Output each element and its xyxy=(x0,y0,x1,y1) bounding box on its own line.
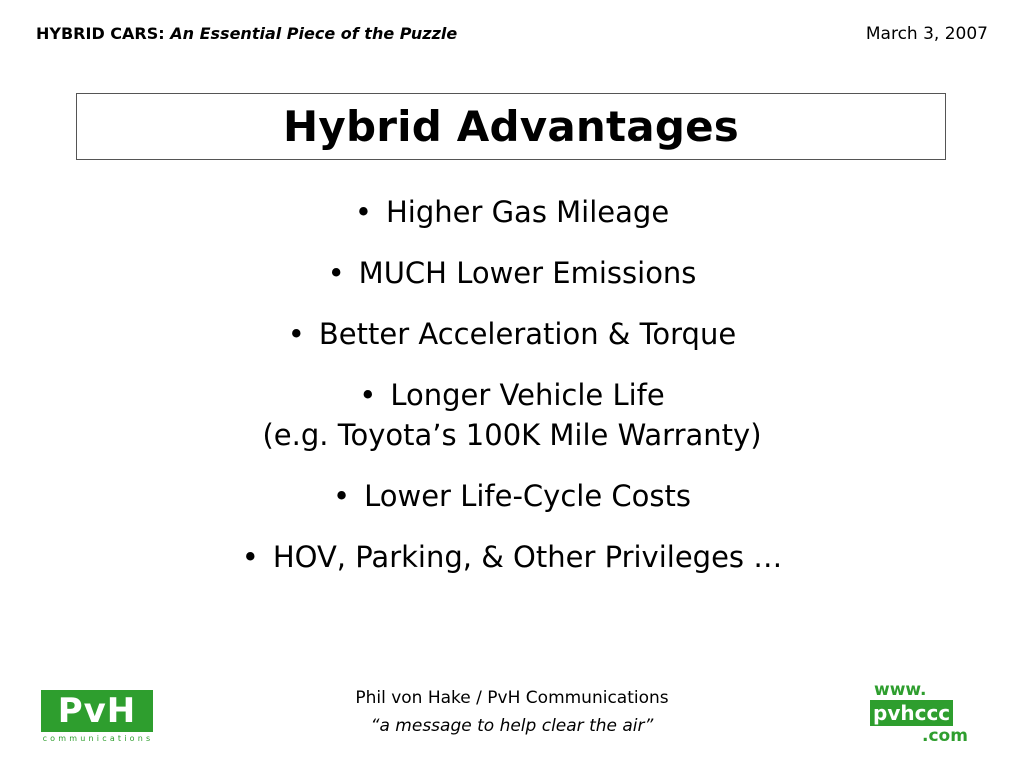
bullet-item xyxy=(0,192,1024,253)
bullet-text: Longer Vehicle Life xyxy=(390,378,665,412)
bullet-text: MUCH Lower Emissions xyxy=(358,256,697,290)
header-date: March 3, 2007 xyxy=(865,24,988,44)
bullet-icon: • xyxy=(333,479,351,513)
bullet-item xyxy=(0,314,1024,375)
bullet-text: Lower Life-Cycle Costs xyxy=(364,479,691,513)
bullet-icon: • xyxy=(241,540,259,574)
header-title xyxy=(36,24,457,43)
header-subtitle: An Essential Piece of the Puzzle xyxy=(170,24,458,43)
bullet-icon: • xyxy=(287,317,305,351)
pvh-logo-mark: PvH xyxy=(41,690,153,732)
bullet-text: Better Acceleration & Torque xyxy=(318,317,737,351)
bullet-icon: • xyxy=(359,378,377,412)
bullet-continuation: (e.g. Toyota’s 100K Mile Warranty) xyxy=(262,418,762,452)
header-title-main: HYBRID CARS: xyxy=(36,24,165,43)
bullet-list xyxy=(0,192,1024,598)
bullet-text: Higher Gas Mileage xyxy=(385,195,670,229)
bullet-icon: • xyxy=(354,195,372,229)
url-logo-tld: .com xyxy=(922,726,968,746)
bullet-text: HOV, Parking, & Other Privileges … xyxy=(272,540,783,574)
footer-author: Phil von Hake / PvH Communications xyxy=(355,688,669,708)
slide-title-box xyxy=(76,93,946,160)
footer-tagline: “a message to help clear the air” xyxy=(370,716,654,736)
slide-title: Hybrid Advantages xyxy=(283,102,739,151)
bullet-item xyxy=(0,537,1024,598)
bullet-item xyxy=(0,253,1024,314)
url-logo-www: www. xyxy=(874,680,927,700)
bullet-item xyxy=(0,375,1024,476)
url-logo xyxy=(862,680,982,744)
pvh-logo-tagline: communications xyxy=(42,734,154,743)
bullet-icon: • xyxy=(327,256,345,290)
url-logo-domain: pvhccc xyxy=(870,700,953,726)
bullet-item xyxy=(0,476,1024,537)
